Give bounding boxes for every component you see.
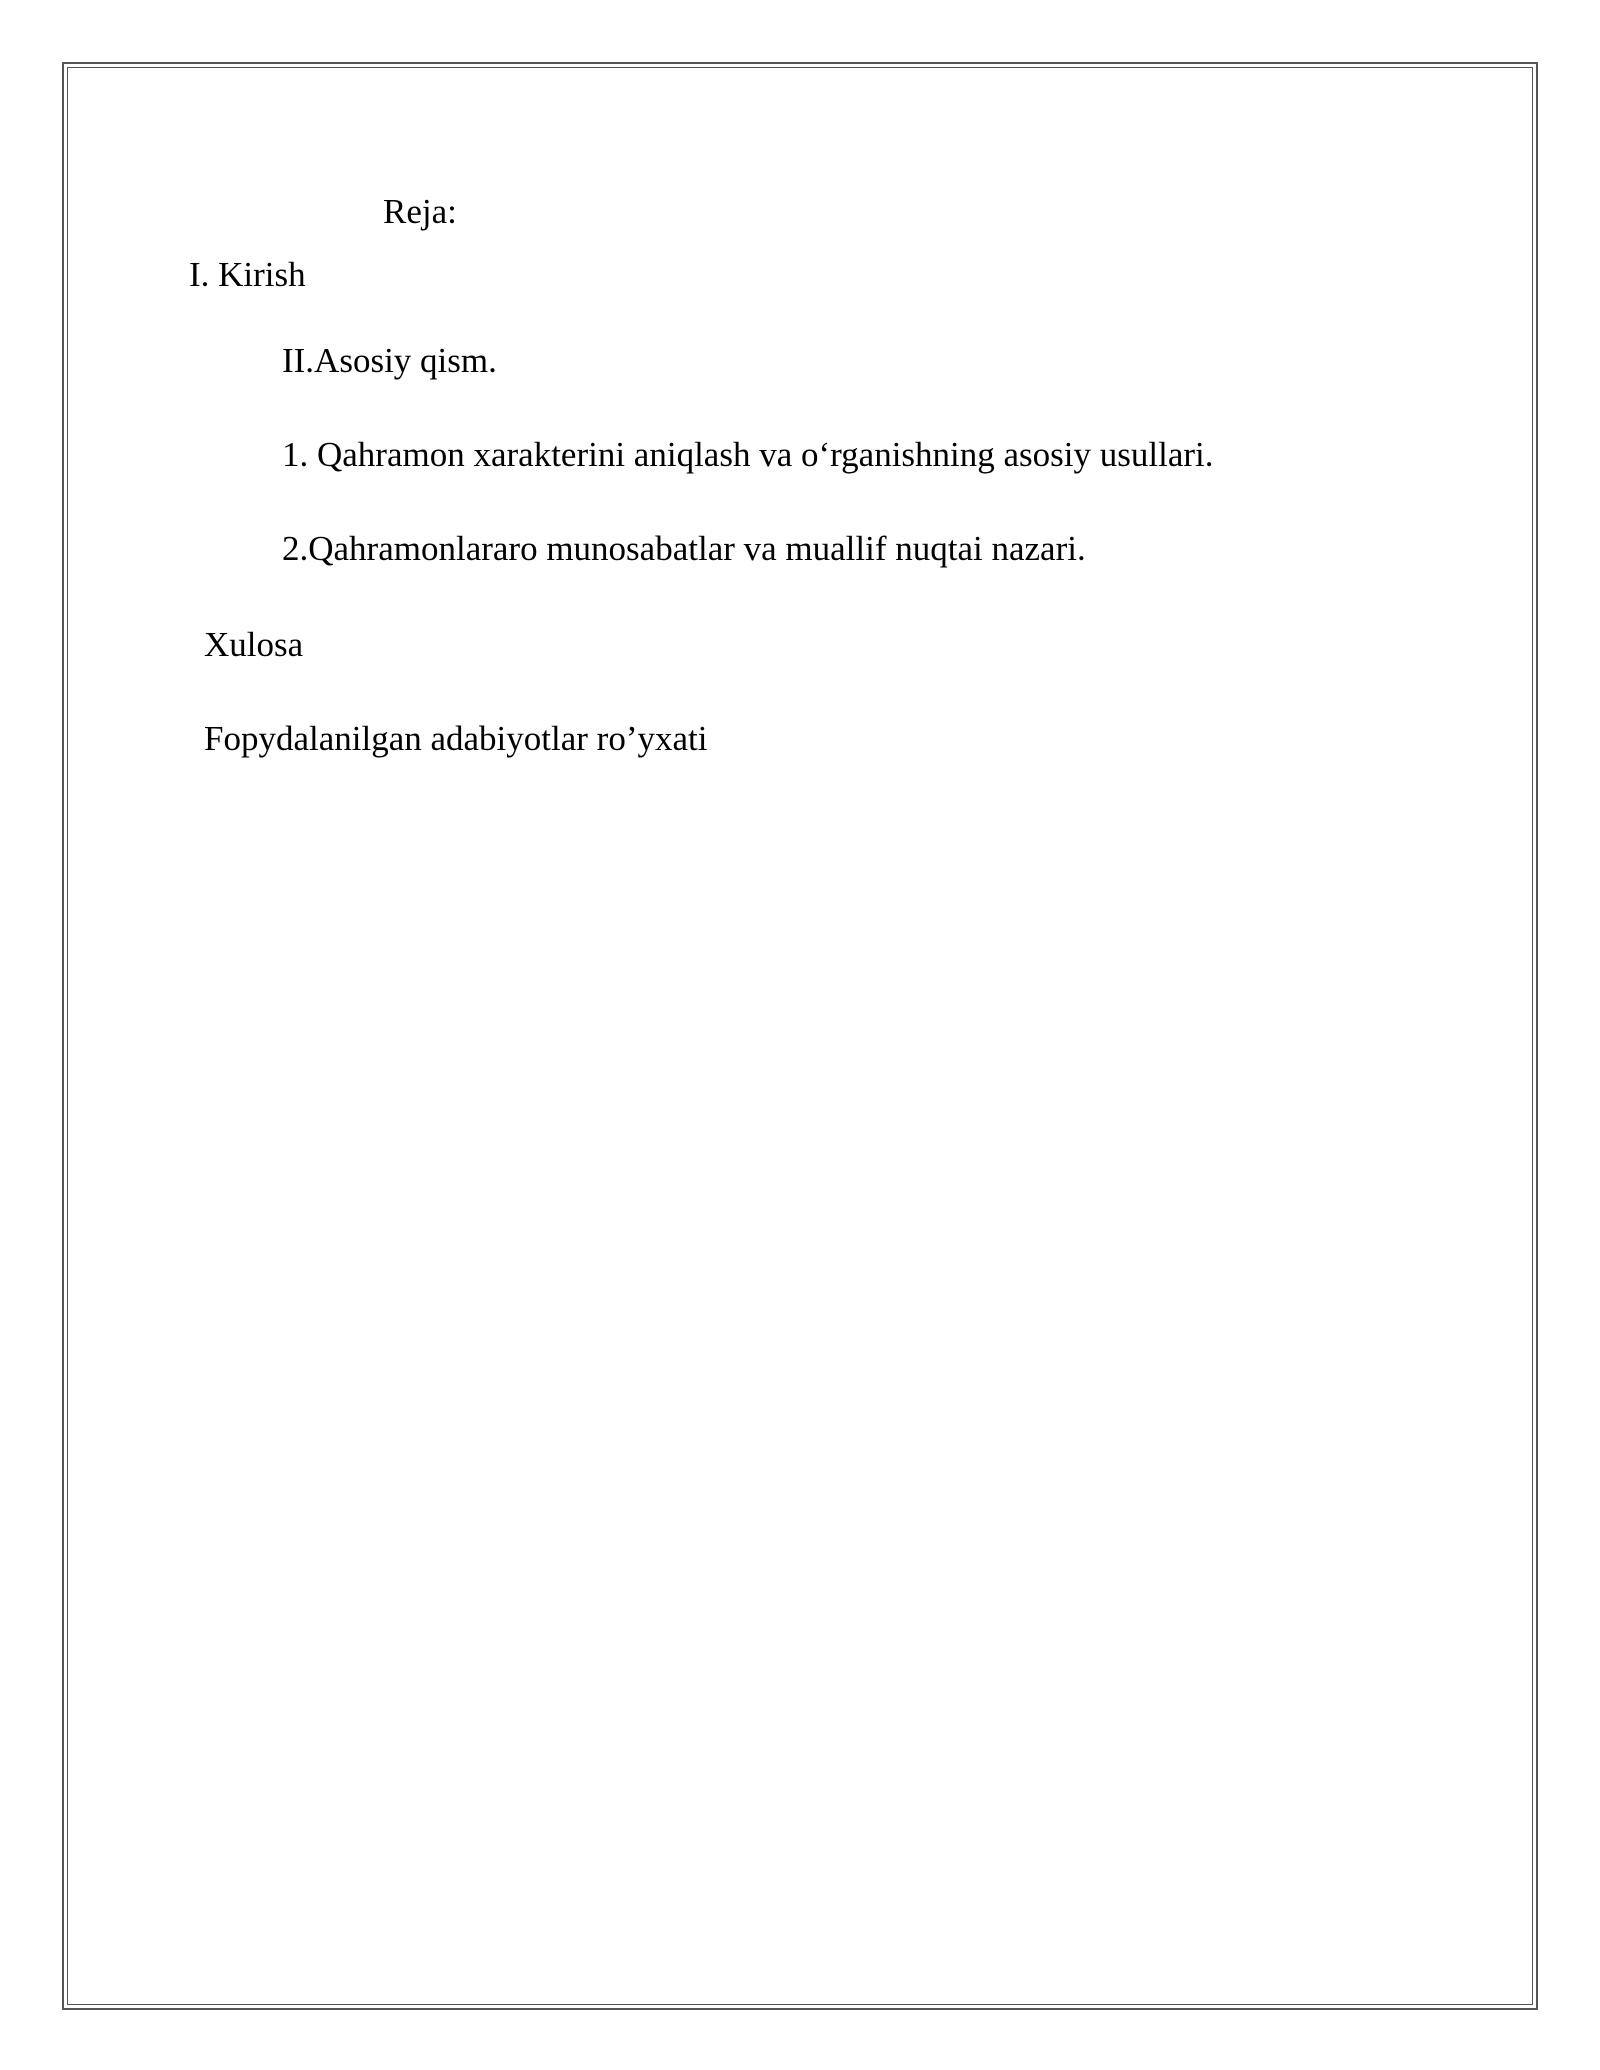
outline-references: Fopydalanilgan adabiyotlar ro’yxati [204,719,708,758]
outline-intro: I. Kirish [189,255,306,294]
outline-main-part: II.Asosiy qism. [282,341,497,380]
outline-main-item-2: 2.Qahramonlararo munosabatlar va muallif nuqtai nazari. [282,529,1086,568]
outline-conclusion: Xulosa [204,625,304,664]
outline-main-item-1: 1. Qahramon xarakterini aniqlash va o‘rganishning asosiy usullari. [282,435,1214,474]
plan-title: Reja: [383,192,457,231]
